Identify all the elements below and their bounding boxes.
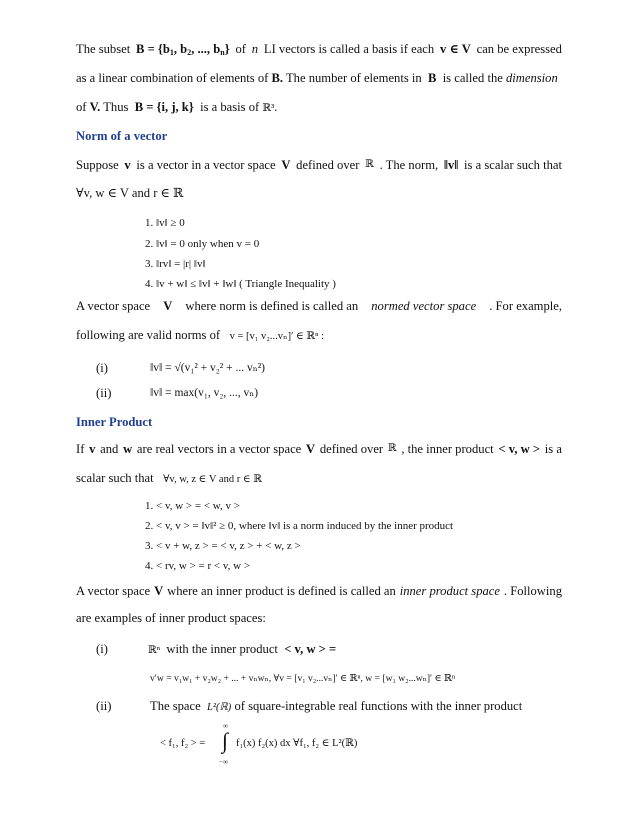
text: . For example, — [489, 299, 562, 313]
text: A vector space — [76, 584, 151, 598]
inner-example-1-formula: v′w = v₁w₁ + v₂w₂ + ... + vₙwₙ, ∀v = [v₁ v₂...vₙ]′ ∈ ℝⁿ, w = [w₁ w₂...wₙ]′ ∈ ℝⁿ — [150, 673, 456, 684]
inner-property-4: 4. < rv, w > = r < v, w > — [145, 560, 251, 572]
integral-sign: ∫ — [222, 728, 229, 753]
normed-space-line-1 — [76, 298, 562, 314]
norm-example-1: ‖v‖ = √(v₁² + v₂² + ... vₙ²) — [150, 362, 265, 374]
text: If — [76, 442, 85, 456]
text: . Following — [503, 584, 562, 598]
inner-example-label-2: (ii) — [96, 699, 112, 713]
symbol-w: w — [123, 442, 133, 456]
text: are real vectors in a vector space — [136, 442, 302, 456]
text: of square-integrable real functions with the inner product — [234, 699, 523, 713]
text: LI vectors is called a basis if each — [263, 42, 435, 56]
inner-space-line-1 — [76, 583, 562, 599]
normed-space-line-2 — [76, 327, 324, 345]
norm-example-label-1: (i) — [96, 361, 108, 375]
inner-property-3: 3. < v + w, z > = < v, z > + < w, z > — [145, 540, 301, 552]
norm-symbol: ‖v‖ — [443, 158, 459, 172]
symbol-v: v — [89, 442, 96, 456]
quantifier: ∀v, w, z ∈ V and r ∈ ℝ — [163, 474, 262, 485]
symbol-V: V — [281, 158, 291, 172]
term-dimension: dimension — [506, 71, 558, 85]
rn-symbol: ℝⁿ — [148, 645, 161, 656]
text: defined over — [296, 158, 360, 172]
norm-quantifier: ∀v, w ∈ V and r ∈ ℝ — [76, 186, 184, 200]
norm-para-line-1 — [76, 157, 562, 173]
text: with the inner product — [166, 642, 278, 656]
intro-line-2 — [76, 70, 558, 86]
text: of — [235, 42, 246, 56]
term-inner-product-space: inner product space — [399, 584, 500, 598]
text: is a vector in a vector space — [136, 158, 276, 172]
l2-space: L²(ℝ) — [207, 702, 232, 713]
text: following are valid norms of — [76, 328, 221, 342]
text: The space — [150, 699, 201, 713]
inner-property-2: 2. < v, v > = ‖v‖² ≥ 0, where ‖v‖ is a norm induced by the inner product — [145, 520, 454, 532]
text: The subset — [76, 42, 131, 56]
vector-v-def: v = [v₁ v₂...vₙ]′ ∈ ℝⁿ : — [229, 331, 324, 342]
norm-property-4: 4. ‖v + w‖ ≤ ‖v‖ + ‖w‖ ( Triangle Inequality ) — [145, 278, 336, 290]
inner-product-symbol: < v, w > — [498, 442, 541, 456]
integral-lower-limit: −∞ — [219, 758, 228, 766]
text: is a scalar such that — [464, 158, 562, 172]
text: and — [100, 442, 119, 456]
symbol-V: V. — [89, 100, 101, 114]
symbol-B: B. — [271, 71, 284, 85]
symbol-B: B — [427, 71, 437, 85]
inner-example-1-text — [148, 641, 336, 659]
norm-example-label-2: (ii) — [96, 386, 112, 400]
intro-line-1 — [76, 41, 562, 61]
v-in-V: v ∈ V — [440, 42, 471, 56]
text: defined over — [319, 442, 384, 456]
set-close: } — [224, 42, 230, 56]
symbol-V: V — [154, 584, 164, 598]
set-open: B = {b — [136, 42, 170, 56]
inner-product-heading: Inner Product — [76, 415, 153, 429]
inner-para-line-1 — [76, 441, 562, 457]
text: scalar such that — [76, 471, 154, 485]
field-symbol: ℝ — [365, 159, 374, 170]
basis-ijk: B = {i, j, k} — [134, 100, 194, 114]
inner-property-1: 1. < v, w > = < w, v > — [145, 500, 240, 512]
text: where norm is defined is called an — [185, 299, 359, 313]
term-normed-space: normed vector space — [371, 299, 477, 313]
symbol-V: V — [305, 442, 316, 456]
text: The number of elements in — [285, 71, 422, 85]
r3-symbol: ℝ³ — [262, 103, 275, 114]
inner-example-label-1: (i) — [96, 642, 108, 656]
text: , the inner product — [401, 442, 494, 456]
text: as a linear combination of elements of — [76, 71, 269, 85]
norm-heading: Norm of a vector — [76, 129, 168, 143]
inner-example-2-lhs: < f₁, f₂ > = — [160, 738, 206, 749]
norm-property-1: 1. ‖v‖ ≥ 0 — [145, 217, 185, 229]
inner-example-2-text — [150, 698, 522, 716]
field-symbol: ℝ — [387, 443, 397, 454]
norm-property-2: 2. ‖v‖ = 0 only when v = 0 — [145, 238, 260, 250]
intro-line-3 — [76, 99, 277, 117]
text: A vector space — [76, 299, 151, 313]
inner-example-2-rhs: f₁(x) f₂(x) dx ∀f₁, f₂ ∈ L²(ℝ) — [236, 738, 358, 749]
text: Thus — [103, 100, 129, 114]
inner-space-line-2: are examples of inner product spaces: — [76, 611, 266, 625]
symbol-V: V — [163, 299, 173, 313]
norm-example-2: ‖v‖ = max(v₁, v₂, ..., vₙ) — [150, 387, 259, 399]
symbol-v: v — [124, 158, 131, 172]
text: where an inner product is defined is called an — [167, 584, 396, 598]
text: is a — [544, 442, 562, 456]
text: . The norm, — [379, 158, 439, 172]
text: of — [76, 100, 87, 114]
var-n: n — [251, 42, 259, 56]
integral-upper-limit: ∞ — [223, 722, 228, 730]
text: is a basis of — [200, 100, 260, 114]
text: can be expressed — [476, 42, 562, 56]
text: Suppose — [76, 158, 119, 172]
basis-set: $B = \{b_1$, $b_2$, ..., $b_n$} — [136, 42, 230, 57]
inner-product-symbol: < v, w > = — [284, 642, 337, 656]
text: is called the — [442, 71, 503, 85]
text: . — [274, 100, 278, 114]
inner-para-line-2 — [76, 470, 262, 488]
norm-property-3: 3. ‖rv‖ = |r| ‖v‖ — [145, 258, 206, 270]
